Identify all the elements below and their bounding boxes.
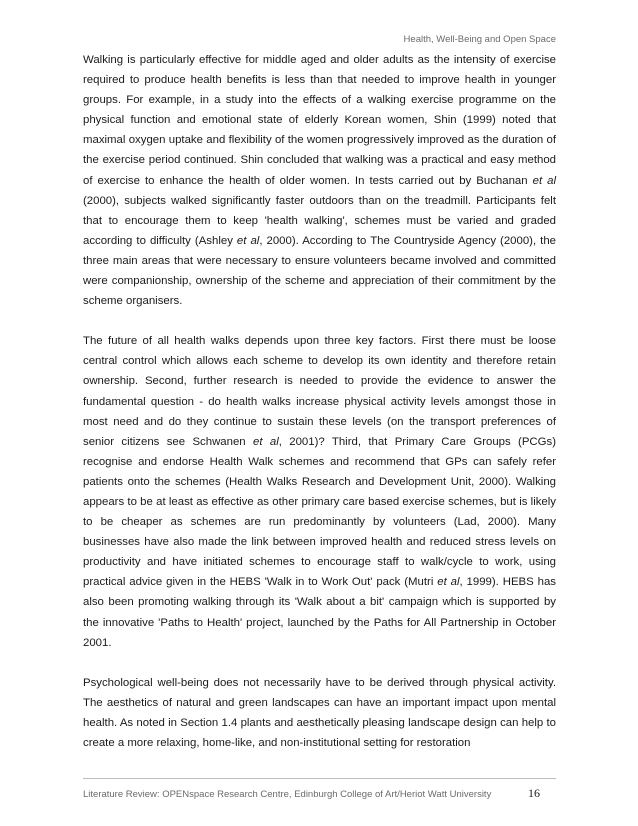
- text-segment-italic: et al: [236, 234, 260, 247]
- text-segment: , 2000). According to The Countryside Agency (2000), the three main areas that were necessary to ensure volunteers became involved and committed were companionship, ownership of the scheme and appreciation of their commitment by the scheme organisers.: [83, 234, 556, 308]
- running-header: Health, Well-Being and Open Space: [403, 34, 556, 45]
- text-segment: , 1999). HEBS has also been promoting walking through its 'Walk about a bit' campaign which is supported by the innovative 'Paths to Health' project, launched by the Paths for All Partnership in October 2001.: [83, 576, 556, 649]
- text-segment-italic: et al: [253, 435, 279, 448]
- page-footer: [83, 778, 556, 800]
- text-segment: Psychological well-being does not necessarily have to be derived through physical activity. The aesthetics of natural and green landscapes can have an important impact upon mental health. As noted in Section 1.4 plants and aesthetically pleasing landscape design can help to create a more relaxing, home-like, and non-institutional setting for restoration: [83, 676, 556, 749]
- text-segment: (2000), subjects walked significantly faster outdoors than on the treadmill. Participants felt that to encourage them to keep 'health walking', schemes must be varied and graded according to difficulty (Ashley: [83, 194, 556, 247]
- text-segment: Walking is particularly effective for middle aged and older adults as the intensity of exercise required to produce health benefits is less than that needed to improve health in younger groups. For example, in a study into the effects of a walking exercise programme on the physical function and emotional state of elderly Korean women, Shin (1999) noted that maximal oxygen uptake and flexibility of the women progressively improved as the duration of the exercise period continued. Shin concluded that walking was a practical and easy method of exercise to enhance the health of older women. In tests carried out by Buchanan: [83, 54, 556, 187]
- text-segment: The future of all health walks depends upon three key factors. First there must be loose central control which allows each scheme to develop its own identity and therefore retain ownership. Second, further research is needed to provide the evidence to answer the fundamental question - do health walks increase physical activity levels amongst those in most need and do they continue to sustain these levels (on the transport preferences of senior citizens see Schwanen: [83, 335, 556, 448]
- page-number: 16: [528, 786, 540, 800]
- text-segment-italic: et al: [532, 174, 556, 187]
- paragraph-psychological-well-being: [83, 673, 556, 753]
- footer-text: Literature Review: OPENspace Research Centre, Edinburgh College of Art/Heriot Watt University: [83, 789, 492, 800]
- paragraph-future-health-walks: [83, 331, 556, 653]
- paragraph-walking-older-adults: [83, 50, 556, 311]
- text-segment-italic: et al: [437, 576, 460, 589]
- text-segment: , 2001)? Third, that Primary Care Groups (PCGs) recognise and endorse Health Walk schemes and recommend that GPs can safely refer patients onto the schemes (Health Walks Research and Development Unit, 2000). Walking appears to be at least as effective as other primary care based exercise schemes, but is likely to be cheaper as schemes are run predominantly by volunteers (Lad, 2000). Many businesses have also made the link between improved health and reduced stress levels on productivity and have initiated schemes to encourage staff to walk/cycle to work, using practical advice given in the HEBS 'Walk in to Work Out' pack (Mutri: [83, 435, 557, 589]
- page-body: [83, 50, 556, 753]
